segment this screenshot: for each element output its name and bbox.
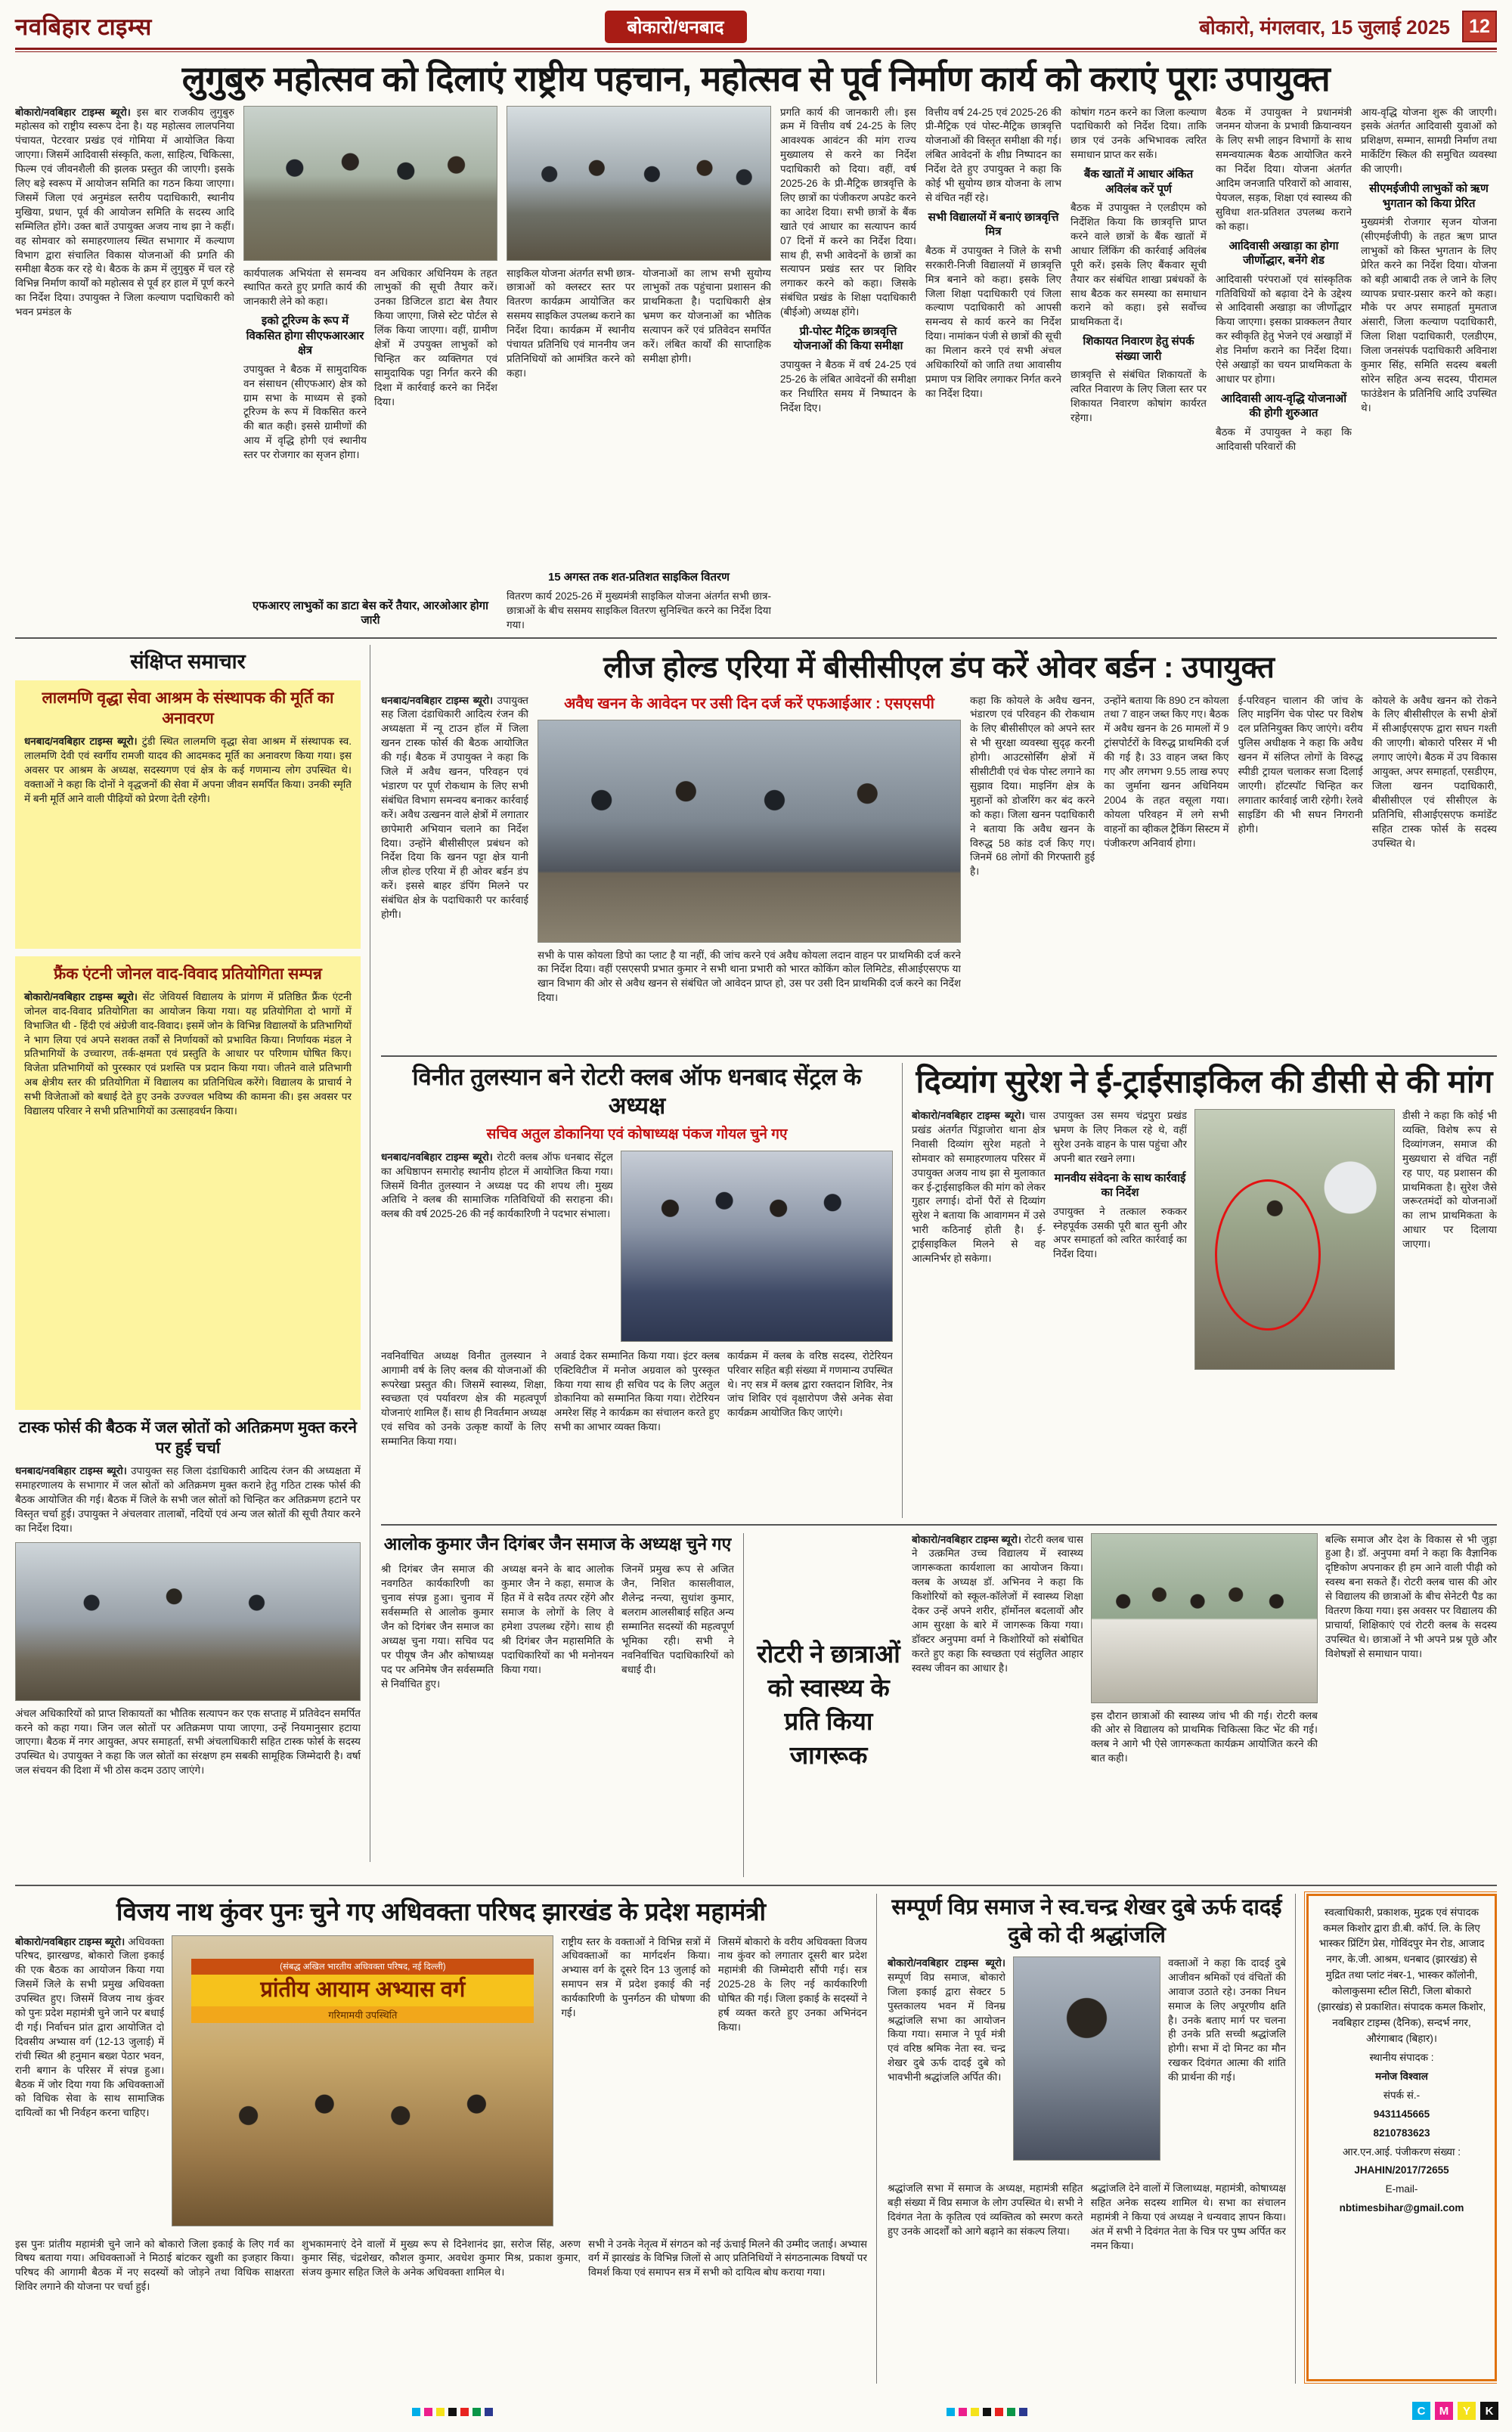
brief-headline: फ्रैंक एंटनी जोनल वाद-विवाद प्रतियोगिता सम्पन्न <box>54 965 322 983</box>
cyan-mark: C <box>1412 2402 1430 2420</box>
article-column: सभी ने उनके नेतृत्व में संगठन को नई ऊंचाई मिलने की उम्मीद जताई। अभ्यास वर्ग में झारखंड के विभिन्न जिलों से आए प्रतिनिधियों ने संगठनात्मक विषयों पर विमर्श किया एवं समापन सत्र में सभी को दायित्व बोध कराया गया। <box>588 2238 867 2279</box>
byline: बोकारो/नवबिहार टाइम्स ब्यूरो। <box>912 1533 1021 1545</box>
article-column: जिनमें प्रमुख रूप से अजित जैन, निशित कासलीवाल, शैलेन्द्र नन्त्या, सुधांश कुमार, बलराम आलसीबाई सहित अन्य सम्मानित सदस्यों की महत्वपूर्ण भूमिका रही। सभी ने नवनिर्वाचित पदाधिकारियों को बधाई दी। <box>621 1563 734 1675</box>
article-frank-anthony-debate: फ्रैंक एंटनी जोनल वाद-विवाद प्रतियोगिता सम्पन्न बोकारो/नवबिहार टाइम्स ब्यूरो। सेंट जेवियर्स विद्यालय के प्रांगण में प्रतिष्ठित फ्रैंक एंटनी जोनल वाद-विवाद प्रतियोगिता का आयोजन किया गया। यह प्रतियोगिता दो भागों में विभाजित थी - हिंदी एवं अंग्रेजी वाद-विवाद। इसमें जोन के विभिन्न विद्यालयों के प्रतिभागियों ने भाग लिया एवं अपने सशक्त तर्कों से निर्णायकों को प्रभावित किया। निर्णायक मंडल ने प्रतिभागियों के उच्चारण, तर्क-क्षमता एवं प्रस्तुति के आधार पर परिणाम घोषित किए। विजेता प्रतिभागियों को पुरस्कार एवं प्रशस्ति पत्र प्रदान किया गया। जीतने वाले प्रतिभागी अब क्षेत्रीय स्तर की प्रतियोगिता में विद्यालय का प्रतिनिधित्व करेंगे। विद्यालय के प्राचार्य ने सभी विजेताओं को बधाई देते हुए उनके उज्ज्वल भविष्य की कामना की। इस अवसर पर विद्यालय परिवार ने सभी प्रतिभागियों का उत्साहवर्धन किया। <box>15 956 361 1410</box>
masthead-rule <box>15 48 1497 52</box>
photo-rotary-installation <box>621 1151 893 1342</box>
article-column: कहा कि कोयले के अवैध खनन, भंडारण एवं परिवहन की रोकथाम के लिए बीसीसीएल को अपने स्तर से भी सुरक्षा व्यवस्था सुदृढ़ करनी होगी। आउटसोर्सिंग क्षेत्रों में सीसीटीवी एवं चेक पोस्ट लगाने का सुझाव दिया। माइनिंग क्षेत्र के मुहानों को डोजरिंग कर बंद करने को कहा। जिला खनन पदाधिकारी ने बताया कि अवैध खनन के विरुद्ध 58 कांड दर्ज किए गए। जिनमें 68 लोगों की गिरफ्तारी हुई है। <box>970 694 1095 878</box>
divyang-headline: दिव्यांग सुरेश ने ई-ट्राईसाइकिल की डीसी से की मांग <box>916 1063 1493 1099</box>
subheadline: सीएमईजीपी लाभुकों को ऋण भुगतान को किया प्रेरित <box>1369 182 1489 210</box>
article-divyang-tricycle <box>912 1063 1497 1518</box>
photo-late-dadai-dubey-portrait <box>1013 1956 1160 2161</box>
health-headline: रोटरी ने छात्राओं को स्वास्थ्य के प्रति किया जागरूक <box>757 1640 900 1769</box>
photo-task-force-meeting <box>15 1542 361 1701</box>
rotary-subheadline: सचिव अतुल डोकानिया एवं कोषाध्यक्ष पंकज गोयल चुने गए <box>486 1126 788 1143</box>
article-text: इस दौरान छात्राओं की स्वास्थ्य जांच भी की गई। रोटरी क्लब की ओर से विद्यालय को प्राथमिक चिकित्सा किट भेंट की गई। क्लब ने आगे भी ऐसे जागरूकता कार्यक्रम आयोजित करने की बात कही। <box>1091 1709 1318 1764</box>
article-column: वित्तीय वर्ष 24-25 एवं 2025-26 की प्री-मैट्रिक एवं पोस्ट-मैट्रिक छात्रवृत्ति योजनाओं की विस्तृत समीक्षा की गई। लंबित आवेदनों के शीघ्र निष्पादन का निर्देश देते हुए उपायुक्त ने कहा कि कोई भी सुयोग्य छात्र योजना के लाभ से वंचित नहीं रहे। सभी विद्यालयों में बनाएं छात्रवृत्ति मित्र बैठक में उपायुक्त ने जिले के सभी सरकारी-निजी विद्यालयों में छात्रवृत्ति मित्र बनाने को कहा। इसके लिए जिला शिक्षा पदाधिकारी एवं जिला कल्याण पदाधिकारी को आपसी समन्वय से कार्य करने का निर्देश दिया। नामांकन पंजी से छात्रों की सूची का मिलान करने एवं सभी अंचल अधिकारियों को जाति तथा आवासीय प्रमाण पत्र शिविर लगाकर निर्गत करने का निर्देश दिया। <box>925 106 1061 399</box>
subheadline: आदिवासी आय-वृद्धि योजनाओं की होगी शुरुआत <box>1220 392 1347 420</box>
photo-column-group <box>507 106 771 633</box>
section-tag: बोकारो/धनबाद <box>605 11 747 43</box>
article-vipra-shraddhanjali <box>888 1894 1296 2384</box>
article-column: उपायुक्त उस समय चंद्रपुरा प्रखंड भ्रमण के लिए निकल रहे थे, वहीं सुरेश उनके वाहन के पास पहुंचा और अपनी बात रखने लगा। मानवीय संवेदना के साथ कार्रवाई का निर्देश उपायुक्त ने तत्काल रुककर स्नेहपूर्वक उसकी पूरी बात सुनी और अपर समाहर्ता को त्वरित कार्रवाई का निर्देश दिया। <box>1053 1110 1187 1260</box>
article-column: अवार्ड देकर सम्मानित किया गया। इंटर क्लब एक्टिविटीज में मनोज अग्रवाल को पुरस्कृत किया गया साथ ही सचिव पद के लिए अतुल डोकानिया को सम्मानित किया गया। रोटेरियन अमरेश सिंह ने कार्यक्रम का संचालन करते हुए सभी का आभार व्यक्त किया। <box>554 1349 720 1433</box>
article-vijay-kunwar <box>15 1894 877 2384</box>
photo-column-group <box>538 694 961 1049</box>
yellow-mark: Y <box>1458 2402 1476 2420</box>
article-column: वन अधिकार अधिनियम के तहत लाभुकों की सूची तैयार करें। उनका डिजिटल डाटा बेस तैयार किया जाएगा, जिसे स्टेट पोर्टल से लिंक किया जाएगा। वहीं, ग्रामीण क्षेत्रों में उपयुक्त लाभुकों को चिन्हित कर व्यक्तिगत एवं सामुदायिक पट्टा निर्गत करने की दिशा में कार्रवाई करने का निर्देश दिया। <box>374 267 497 407</box>
article-column: श्री दिगंबर जैन समाज की नवगठित कार्यकारिणी का चुनाव संपन्न हुआ। चुनाव में सर्वसम्मति से आलोक कुमार जैन को दिगंबर जैन समाज का अध्यक्ष चुना गया। सचिव पद पर पीयूष जैन और कोषाध्यक्ष पद पर अनिमेष जैन सर्वसम्मति से निर्वाचित हुए। <box>381 1563 494 1690</box>
banner-title: प्रांतीय आयाम अभ्यास वर्ग <box>191 1975 534 2006</box>
brief-headline: टास्क फोर्स की बैठक में जल स्रोतों को अतिक्रमण मुक्त करने पर हुई चर्चा <box>18 1418 358 1457</box>
registration-marks-center <box>947 2408 1027 2416</box>
publisher-imprint-box <box>1306 1894 1497 2381</box>
article-task-force-water: टास्क फोर्स की बैठक में जल स्रोतों को अतिक्रमण मुक्त करने पर हुई चर्चा धनबाद/नवबिहार टाइम्स ब्यूरो। उपायुक्त सह जिला दंडाधिकारी आदित्य रंजन की अध्यक्षता में समाहरणालय के सभागार में जल स्रोतों को अतिक्रमण मुक्त कराने हेतु गठित टास्क फोर्स की बैठक आयोजित की गई। बैठक में जिले के सभी जल स्रोतों को चिन्हित कर अतिक्रमण हटाने पर विस्तृत चर्चा हुई। उपायुक्त ने अंचलवार तालाबों, नदियों एवं अन्य जल स्रोतों की सूची तैयार करने का निर्देश दिया। अंचल अधिकारियों को प्राप्त शिकायतों का भौतिक सत्यापन कर एक सप्ताह में प्रतिवेदन समर्पित करने को कहा गया। जिन जल स्रोतों पर अतिक्रमण पाया जाएगा, उन्हें नियमानुसार हटाया जाएगा। बैठक में नगर आयुक्त, अपर समाहर्ता, सभी अंचलाधिकारी सहित टास्क फोर्स के सदस्य उपस्थित थे। उपायुक्त ने कहा कि जल स्रोतों का संरक्षण हम सबकी सामूहिक जिम्मेदारी है। वर्षा जल संचयन की दिशा में भी ठोस कदम उठाए जाएंगे। <box>15 1418 361 1777</box>
article-column: वक्ताओं ने कहा कि दादई दुबे आजीवन श्रमिकों एवं वंचितों की आवाज उठाते रहे। उनका निधन समाज के लिए अपूरणीय क्षति है। उनके बताए मार्ग पर चलना ही उनके प्रति सच्ची श्रद्धांजलि होगी। सभा में दो मिनट का मौन रखकर दिवंगत आत्मा की शांति की प्रार्थना की गई। <box>1168 1956 1286 2083</box>
article-column: बोकारो/नवबिहार टाइम्स ब्यूरो। इस बार राजकीय लुगुबुरु महोत्सव को राष्ट्रीय स्वरूप देना है। यह महोत्सव लालपनिया पंचायत, पेटरवार प्रखंड एवं गोमिया में आयोजित किया जाएगा। जिसमें आदिवासी संस्कृति, कला, साहित्य, चिकित्सा, फिल्म एवं जीवनशैली की झलक प्रस्तुत की जाएगी। इसके लिए बड़े स्वरूप में आयोजन समिति का गठन किया जाएगा। जिसमें जिला एवं अनुमंडल स्तरीय पदाधिकारी, स्थानीय मुखिया, प्रधान, पूर्व की आयोजन समिति के सदस्य आदि सम्मिलित होंगे। उक्त बातें उपायुक्त अजय नाथ झा ने कहीं। वह सोमवार को समाहरणालय स्थित सभागार में कल्याण विभाग द्वारा संचालित विकास योजनाओं की प्रगति की समीक्षा बैठक कर रहे थे। बैठक के क्रम में लुगुबुरु में चल रहे विभिन्न निर्माण कार्यों को महोत्सव से पूर्व हर हाल में पूर्ण करने का निर्देश दिया। उपायुक्त ने जिला कल्याण पदाधिकारी को भवन प्रमंडल के <box>15 106 234 318</box>
ssp-subheadline: अवैध खनन के आवेदन पर उसी दिन दर्ज करें एफआईआर : एसएसपी <box>564 695 934 712</box>
article-column: जिसमें बोकारो के वरीय अधिवक्ता विजय नाथ कुंवर को लगातार दूसरी बार प्रदेश महामंत्री की जिम्मेदारी सौंपी गई। सत्र 2025-28 के लिए नई कार्यकारिणी घोषित की गई। जिला इकाई के सदस्यों ने हर्ष व्यक्त करते हुए उनका अभिनंदन किया। <box>717 1935 867 2033</box>
banner-affiliation-line: (संबद्ध अखिल भारतीय अधिवक्ता परिषद, नई दिल्ली) <box>191 1959 534 1975</box>
article-column: डीसी ने कहा कि कोई भी व्यक्ति, विशेष रूप से दिव्यांगजन, समाज की मुख्यधारा से वंचित नहीं रह पाए, यह प्रशासन की प्राथमिकता है। सुरेश जैसे जरूरतमंदों को योजनाओं का लाभ प्राथमिकता के आधार पर दिलाया जाएगा। <box>1402 1110 1497 1250</box>
article-column: बोकारो/नवबिहार टाइम्स ब्यूरो। चास प्रखंड अंतर्गत पिंड्राजोरा थाना क्षेत्र निवासी दिव्यांग सुरेश महतो ने सोमवार को समाहरणालय परिसर में उपायुक्त अजय नाथ झा से मुलाकात कर ई-ट्राईसाइकिल की मांग को लेकर गुहार लगाई। दोनों पैरों से दिव्यांग सुरेश ने बताया कि आवागमन में उसे भारी कठिनाई होती है। ई-ट्राईसाइकिल मिलने से वह आत्मनिर्भर हो सकेगा। <box>912 1110 1046 1265</box>
byline: बोकारो/नवबिहार टाइम्स ब्यूरो। <box>912 1110 1025 1122</box>
cmyk-color-bar <box>1412 2402 1498 2420</box>
vijay-headline: विजय नाथ कुंवर पुनः चुने गए अधिवक्ता परिषद झारखंड के प्रदेश महामंत्री <box>116 1897 767 1925</box>
byline: धनबाद/नवबिहार टाइम्स ब्यूरो। <box>381 1151 493 1163</box>
magenta-mark: M <box>1435 2402 1453 2420</box>
photo-divyang-suresh-tricycle <box>1194 1109 1395 1370</box>
byline: बोकारो/नवबिहार टाइम्स ब्यूरो। <box>888 1956 1005 1969</box>
byline: बोकारो/नवबिहार टाइम्स ब्यूरो। <box>15 106 131 118</box>
article-text: वितरण कार्य 2025-26 में मुख्यमंत्री साइकिल योजना अंतर्गत सभी छात्र-छात्राओं के बीच ससमय साइकिल वितरण सुनिश्चित करने का निर्देश दिया गया। <box>507 590 771 630</box>
lead-columns <box>15 106 1497 639</box>
article-column: श्रद्धांजलि देने वालों में जिलाध्यक्ष, महामंत्री, कोषाध्यक्ष सहित अनेक सदस्य शामिल थे। सभा का संचालन महामंत्री ने किया एवं अध्यक्ष ने धन्यवाद ज्ञापन किया। अंत में सभी ने दिवंगत नेता के चित्र पर पुष्प अर्पित कर नमन किया। <box>1090 2182 1286 2251</box>
article-column: उन्होंने बताया कि 890 टन कोयला तथा 7 वाहन जब्त किए गए। बैठक में अवैध खनन के 26 मामलों में 9 ट्रांसपोर्टरों के विरुद्ध प्राथमिकी दर्ज की गई है। 33 वाहन जब्त किए गए और लगभग 9.55 लाख रुपए का जुर्माना खनन अधिनियम 2004 के तहत वसूला गया। कोयला परिवहन में लगे सभी वाहनों का व्हीकल ट्रैकिंग सिस्टम में पंजीकरण अनिवार्य होगा। <box>1104 694 1229 849</box>
banner-note: गरिमामयी उपस्थिति <box>191 2006 534 2023</box>
article-murti-anavaran: लालमणि वृद्धा सेवा आश्रम के संस्थापक की मूर्ति का अनावरण धनबाद/नवबिहार टाइम्स ब्यूरो। टुंडी स्थित लालमणि वृद्धा सेवा आश्रम में संस्थापक स्व. लालमणि देवी एवं स्वर्गीय रामजी यादव की आदमकद मूर्ति का अनावरण किया गया। इस अवसर पर आश्रम के अध्यक्ष, सदस्यगण एवं क्षेत्र के कई गणमान्य लोग उपस्थित थे। वक्ताओं ने कहा कि दोनों ने वृद्धजनों की सेवा में अपना जीवन समर्पित किया। उनकी स्मृति में बनी मूर्ति आने वाली पीढ़ियों को प्रेरणा देती रहेगी। <box>15 680 361 949</box>
photo-schoolgirls-awareness <box>1091 1533 1318 1703</box>
subheadline: बैंक खातों में आधार अंकित अविलंब करें पूर्ण <box>1083 168 1194 196</box>
byline: बोकारो/नवबिहार टाइम्स ब्यूरो। <box>24 990 138 1002</box>
article-column: बोकारो/नवबिहार टाइम्स ब्यूरो। सम्पूर्ण विप्र समाज, बोकारो जिला इकाई द्वारा सेक्टर 5 पुस्तकालय भवन में विनम्र श्रद्धांजलि सभा का आयोजन किया गया। समाज ने पूर्व मंत्री एवं वरिष्ठ श्रमिक नेता स्व. चन्द्र शेखर दुबे ऊर्फ दादई दुबे को भावभीनी श्रद्धांजलि अर्पित की। <box>888 1956 1005 2083</box>
subheadline: प्री-पोस्ट मैट्रिक छात्रवृत्ति योजनाओं की किया समीक्षा <box>793 324 903 353</box>
subheadline: इको टूरिज्म के रूप में विकसित होगा सीएफआरआर क्षेत्र <box>246 314 364 358</box>
byline: धनबाद/नवबिहार टाइम्स ब्यूरो। <box>24 736 138 748</box>
page-header <box>15 8 1497 45</box>
article-rotary-health-awareness <box>753 1533 1497 1877</box>
article-column: बोकारो/नवबिहार टाइम्स ब्यूरो। रोटरी क्लब चास ने उत्क्रमित उच्च विद्यालय में स्वास्थ्य जागरूकता कार्यशाला का आयोजन किया। क्लब के अध्यक्ष डॉ. अभिनव ने कहा कि किशोरियों को स्कूल-कॉलेजों में स्वास्थ्य शिक्षा देकर उन्हें अपने शरीर, हॉर्मोनल बदलावों और आम सुरक्षा के बारे में जागरूक किया गया। डॉक्टर अनुपमा वर्मा ने किशोरियों को संबोधित करते हुए कहा कि स्वच्छता एवं संतुलित आहार स्वस्थ जीवन का आधार है। <box>912 1533 1083 1674</box>
article-column: धनबाद/नवबिहार टाइम्स ब्यूरो। उपायुक्त सह जिला दंडाधिकारी आदित्य रंजन की अध्यक्षता में न्यू टाउन हॉल में जिला खनन टास्क फोर्स की बैठक आयोजित की गई। बैठक में उपायुक्त ने कहा कि जिले में अवैध खनन, परिवहन एवं भंडारण पर पूर्ण रोकथाम के लिए सभी संबंधित विभाग समन्वय बनाकर कार्रवाई करें। अवैध उत्खनन वाले क्षेत्रों में लगातार छापेमारी अभियान चलाने का निर्देश दिया। उन्होंने बीसीसीएल प्रबंधन को निर्देश दिया कि खनन पट्टा क्षेत्र यानी लीज होल्ड एरिया में ही ओवर बर्डन डंप करें। इससे बाहर डंपिंग मिलने पर संबंधित क्षेत्र के पदाधिकारी पर कार्रवाई होगी। <box>381 694 528 920</box>
article-column: धनबाद/नवबिहार टाइम्स ब्यूरो। रोटरी क्लब ऑफ धनबाद सेंट्रल का अधिष्ठापन समारोह स्थानीय होटल में आयोजित किया गया। जिसमें विनीत तुलस्यान ने अध्यक्ष पद की शपथ ली। मुख्य अतिथि ने क्लब की सामाजिक गतिविधियों की सराहना की। क्लब की वर्ष 2025-26 की नई कार्यकारिणी ने पदभार संभाला। <box>381 1151 613 1220</box>
subheadline: एफआरए लाभुकों का डाटा बेस करें तैयार, आरओआर होगा जारी <box>253 599 488 627</box>
dateline: बोकारो, मंगलवार, 15 जुलाई 2025 <box>1199 16 1450 39</box>
subheadline: 15 अगस्त तक शत-प्रतिशत साइकिल वितरण <box>547 571 730 584</box>
article-lead-lugu-mahotsav <box>15 60 1497 639</box>
photo-column-group <box>1091 1533 1318 1877</box>
rni-label: आर.एन.आई. पंजीकरण संख्या : <box>1342 2145 1461 2158</box>
stage-banner <box>191 1959 534 2023</box>
page-number: 12 <box>1462 11 1497 42</box>
email-label: E-mail- <box>1385 2183 1418 2195</box>
article-column: कोयले के अवैध खनन को रोकने के लिए बीसीसीएल के सभी क्षेत्रों में सीआईएसएफ द्वारा सघन गश्ती की जाएगी। बोकारो परिसर में भी लगाए जाएंगे। बैठक में उप विकास आयुक्त, अपर समाहर्ता, एसडीएम, जिला खनन पदाधिकारी, बीसीसीएल एवं सीसीएल के प्रतिनिधि, सीआईएसएफ कमांडेंट सहित टास्क फोर्स के सदस्य उपस्थित थे। <box>1371 694 1497 849</box>
brief-news-rail <box>15 645 370 1862</box>
byline: बोकारो/नवबिहार टाइम्स ब्यूरो। <box>15 1935 125 1947</box>
article-column: नवनिर्वाचित अध्यक्ष विनीत तुलस्यान ने आगामी वर्ष के लिए क्लब की योजनाओं की रूपरेखा प्रस्तुत की। जिसमें स्वास्थ्य, शिक्षा, स्वच्छता एवं पर्यावरण क्षेत्र की महत्वपूर्ण योजनाएं शामिल हैं। साथ ही निवर्तमान अध्यक्ष एवं सचिव को उनके उत्कृष्ट कार्यों के लिए सम्मानित किया गया। <box>381 1349 547 1448</box>
article-column: राष्ट्रीय स्तर के वक्ताओं ने विभिन्न सत्रों में अधिवक्ताओं का मार्गदर्शन किया। अभ्यास वर्ग के दूसरे दिन 13 जुलाई को समापन सत्र में प्रदेश इकाई की नई कार्यकारिणी के पुनर्गठन की घोषणा की गई। <box>561 1935 711 2019</box>
red-circle-annotation <box>1215 1179 1321 1331</box>
article-text: सभी के पास कोयला डिपो का प्लाट है या नहीं, की जांच करने एवं अवैध कोयला लदान वाहन पर प्राथमिकी दर्ज करने का निर्देश दिया। वहीं एसएसपी प्रभात कुमार ने सभी थाना प्रभारी को भारत कोकिंग कोल लिमिटेड, सीआईएसएफ या खान विभाग की ओर से अवैध खनन से संबंधित जो आवेदन प्राप्त हो, उस पर उसी दिन प्राथमिकी दर्ज करने का निर्देश दिया। <box>538 949 961 1004</box>
article-column: कोषांग गठन करने का जिला कल्याण पदाधिकारी को निर्देश दिया। ताकि छात्र एवं उनके अभिभावक त्वरित समाधान प्राप्त कर सकें। बैंक खातों में आधार अंकित अविलंब करें पूर्ण बैठक में उपायुक्त ने एलडीएम को निर्देशित किया कि छात्रवृत्ति प्राप्त करने वाले छात्रों के बैंक खातों में आधार लिंकिंग की कार्रवाई अविलंब पूरी करें। इसके लिए बैंकवार सूची तैयार कर संबंधित शाखा प्रबंधकों के साथ बैठक कर समस्या का समाधान कराने को कहा। इसे सर्वोच्च प्राथमिकता दें। शिकायत निवारण हेतु संपर्क संख्या जारी छात्रवृत्ति से संबंधित शिकायतों के त्वरित निवारण के लिए जिला स्तर पर शिकायत निवारण कोषांग कार्यरत रहेगा। <box>1070 106 1207 423</box>
lead-headline: लुगुबुरु महोत्सव को दिलाएं राष्ट्रीय पहचान, महोत्सव से पूर्व निर्माण कार्य को कराएं पूराः उपायुक्त <box>181 59 1331 98</box>
briefs-section-title: संक्षिप्त समाचार <box>130 649 246 673</box>
bccl-headline: लीज होल्ड एरिया में बीसीसीएल डंप करें ओवर बर्डन : उपायुक्त <box>603 650 1275 684</box>
registration-marks-left <box>412 2408 493 2416</box>
brief-headline: लालमणि वृद्धा सेवा आश्रम के संस्थापक की मूर्ति का अनावरण <box>42 689 334 727</box>
article-column: बोकारो/नवबिहार टाइम्स ब्यूरो। अधिवक्ता परिषद, झारखण्ड, बोकारो जिला इकाई की एक बैठक का आयोजन किया गया जिसमें जिले के सभी प्रमुख अधिवक्ता उपस्थित हुए। जिसमें विजय नाथ कुंवर को पुनः प्रदेश महामंत्री चुने जाने पर बधाई दी गई। निर्वाचन प्रांत द्वारा आयोजित दो दिवसीय अभ्यास वर्ग (12-13 जुलाई) में रांची स्थित श्री हनुमान बख्श पेठार भवन, रानी बगान के परिसर में संपन्न हुआ। बैठक में जोर दिया गया कि अधिवक्ताओं को विधिक सेवा के साथ सामाजिक दायित्वों का भी निर्वहन करना चाहिए। <box>15 1935 165 2119</box>
byline: धनबाद/नवबिहार टाइम्स ब्यूरो। <box>381 694 494 706</box>
phone-number-2: 8210783623 <box>1373 2127 1430 2139</box>
vipra-headline: सम्पूर्ण विप्र समाज ने स्व.चन्द्र शेखर दुबे ऊर्फ दादई दुबे को दी श्रद्धांजलि <box>891 1894 1282 1948</box>
print-footer <box>0 2399 1512 2426</box>
contact-label: संपर्क सं.- <box>1383 2089 1421 2101</box>
photo-column-group <box>243 106 497 633</box>
subheadline: मानवीय संवेदना के साथ कार्रवाई का निर्देश <box>1054 1171 1186 1200</box>
phone-number-1: 9431145665 <box>1373 2108 1430 2120</box>
article-column: बैठक में उपायुक्त ने प्रधानमंत्री जनमन योजना के प्रभावी क्रियान्वयन के लिए सभी लाइन विभागों के साथ समन्वयात्मक बैठक आयोजित करने का निर्देश दिया। योजना अंतर्गत आदिम जनजाति परिवारों को आवास, पेयजल, सड़क, शिक्षा एवं स्वास्थ्य की सुविधा शत-प्रतिशत उपलब्ध कराने को कहा। आदिवासी अखाड़ा का होगा जीर्णोद्धार, बनेंगे शेड आदिवासी परंपराओं एवं सांस्कृतिक गतिविधियों को बढ़ावा देने के उद्देश्य से आदिवासी अखाड़ा का जीर्णोद्धार किया जाएगा। इसका प्राक्कलन तैयार कर स्वीकृति हेतु भेजने एवं अखाड़ों में शेड निर्माण कराने का निर्देश दिया। ऐसे अखाड़ों का चयन प्राथमिकता के आधार पर होगा। आदिवासी आय-वृद्धि योजनाओं की होगी शुरुआत बैठक में उपायुक्त ने कहा कि आदिवासी परिवारों की <box>1216 106 1352 452</box>
article-column: कार्यक्रम में क्लब के वरिष्ठ सदस्य, रोटेरियन परिवार सहित बड़ी संख्या में गणमान्य उपस्थित थे। नए सत्र में क्लब द्वारा रक्तदान शिविर, नेत्र जांच शिविर एवं वृक्षारोपण जैसे अनेक सेवा कार्यक्रम आयोजित किए जाएंगे। <box>727 1349 893 1419</box>
article-column: शुभकामनाएं देने वालों में मुख्य रूप से दिनेशानंद झा, सरोज सिंह, अरुण कुमार सिंह, चंद्रशेखर, कौशल कुमार, अवधेश कुमार मिश्र, प्रकाश कुमार, संजय कुमार सहित जिले के अनेक अधिवक्ता शामिल थे। <box>302 2238 581 2279</box>
article-column: इस पुनः प्रांतीय महामंत्री चुने जाने को बोकारो जिला इकाई के लिए गर्व का विषय बताया गया। अधिवक्ताओं ने मिठाई बांटकर खुशी का इजहार किया। परिषद की आगामी बैठक में नए सदस्यों को जोड़ने तथा विधिक साक्षरता शिविर लगाने की योजना पर चर्चा हुई। <box>15 2238 294 2293</box>
article-column: आय-वृद्धि योजना शुरू की जाएगी। इसके अंतर्गत आदिवासी युवाओं को प्रशिक्षण, सम्मान, सामग्री निर्माण तथा मार्केटिंग स्किल की समुचित व्यवस्था की जाएगी। सीएमईजीपी लाभुकों को ऋण भुगतान को किया प्रेरित मुख्यमंत्री रोजगार सृजन योजना (सीएमईजीपी) के तहत ऋण प्राप्त लाभुकों को किस्त भुगतान के लिए प्रेरित करने का निर्देश दिया। योजना को बड़ी आबादी तक ले जाने के लिए व्यापक प्रचार-प्रसार करने को कहा। मौके पर अपर समाहर्ता मुमताज अंसारी, जिला कल्याण पदाधिकारी, जिला शिक्षा पदाधिकारी, एलडीएम, जिला जनसंपर्क पदाधिकारी अविनाश कुमार सिंह, समिति सदस्य बबली सोरेन सहित अन्य सदस्य, पीरामल फाउंडेशन के प्रतिनिधि आदि उपस्थित थे। <box>1361 106 1497 414</box>
article-rotary-president <box>381 1063 903 1518</box>
subheadline: आदिवासी अखाड़ा का होगा जीर्णोद्धार, बनेंगे शेड <box>1228 239 1339 268</box>
article-column: बल्कि समाज और देश के विकास से भी जुड़ा हुआ है। डॉ. अनुपमा वर्मा ने कहा कि वैज्ञानिक दृष्टिकोण अपनाकर ही हम आने वाली पीढ़ी को स्वस्थ बना सकते हैं। रोटरी क्लब चास की ओर से विद्यालय की छात्राओं के बीच सेनेटरी पैड का वितरण किया गया। इस अवसर पर विद्यालय की प्राचार्या, शिक्षिकाएं एवं रोटरी क्लब के सदस्य उपस्थित थे। छात्राओं ने भी अपने प्रश्न पूछे और विशेषज्ञों से समाधान पाया। <box>1325 1533 1497 1659</box>
article-column: श्रद्धांजलि सभा में समाज के अध्यक्ष, महामंत्री सहित बड़ी संख्या में विप्र समाज के लोग उपस्थित थे। सभी ने दिवंगत नेता के कृतित्व एवं व्यक्तित्व को स्मरण करते हुए उनके आदर्शों को आगे बढ़ाने का संकल्प लिया। <box>888 2182 1083 2237</box>
article-column: ई-परिवहन चालान की जांच के लिए माइनिंग चेक पोस्ट पर विशेष दल प्रतिनियुक्त किए जाएंगे। वरीय पुलिस अधीक्षक ने कहा कि अवैध खनन में संलिप्त लोगों के विरुद्ध स्पीडी ट्रायल चलाकर सजा दिलाई जाएगी। हॉटस्पॉट चिन्हित कर लगातार कार्रवाई जारी रहेगी। रेलवे साइडिंग की भी सघन निगरानी होगी। <box>1238 694 1363 835</box>
imprint-text: स्वत्वाधिकारी, प्रकाशक, मुद्रक एवं संपादक कमल किशोर द्वारा डी.बी. कॉर्प. लि. के लिए भास्कर प्रिंटिंग प्रेस, गोविंदपुर मेन रोड, आजाद नगर, के.जी. आश्रम, धनबाद (झारखंड) से मुद्रित तथा प्लांट नंबर-1, भास्कर कॉलोनी, कोलाकुसमा स्टील सिटी, जिला बोकारो (झारखंड) से प्रकाशित। संपादक कमल किशोर, नवबिहार टाइम्स (दैनिक), सन्दर्भ नगर, औरंगाबाद (बिहार)। <box>1317 1906 1486 2044</box>
article-column: कार्यपालक अभियंता से समन्वय स्थापित करते हुए प्रगति कार्य की जानकारी लेने को कहा। इको टूरिज्म के रूप में विकसित होगा सीएफआरआर क्षेत्र उपायुक्त ने बैठक में सामुदायिक वन संसाधन (सीएफआर) क्षेत्र को ग्राम सभा के माध्यम से इको टूरिज्म के रूप में विकसित करने की बात कही। इससे ग्रामीणों की आय में वृद्धि होगी एवं स्थानीय स्तर पर रोजगार का सृजन होगा। <box>243 267 367 461</box>
black-mark: K <box>1480 2402 1498 2420</box>
subheadline: शिकायत निवारण हेतु संपर्क संख्या जारी <box>1083 335 1194 363</box>
article-column: योजनाओं का लाभ सभी सुयोग्य लाभुकों तक पहुंचाना प्रशासन की प्राथमिकता है। पदाधिकारी क्षेत्र भ्रमण कर योजनाओं का भौतिक सत्यापन करें एवं प्रतिवेदन समर्पित करें। लंबित कार्यों की साप्ताहिक समीक्षा होगी। <box>643 267 771 364</box>
article-column: अध्यक्ष बनने के बाद आलोक कुमार जैन ने कहा, समाज के हित में वे सदैव तत्पर रहेंगे और समाज के लोगों के लिए वे हमेशा उपलब्ध रहेंगे। साथ ही श्री दिगंबर जैन महासमिति के पदाधिकारियों का भी मनोनयन किया गया। <box>501 1563 614 1675</box>
email-address: nbtimesbihar@gmail.com <box>1339 2202 1464 2214</box>
photo-mining-task-force-meeting <box>538 720 961 943</box>
article-column: साइकिल योजना अंतर्गत सभी छात्र-छात्राओं को क्लस्टर स्तर पर वितरण कार्यक्रम आयोजित कर ससमय साइकिल उपलब्ध कराने का निर्देश दिया। कार्यक्रम में स्थानीय पंचायत प्रतिनिधि एवं माननीय जन प्रतिनिधियों को आमंत्रित करने को कहा। <box>507 267 635 379</box>
photo-review-meeting-1 <box>243 106 497 261</box>
article-bccl-overburden <box>381 645 1497 1057</box>
subheadline: सभी विद्यालयों में बनाएं छात्रवृत्ति मित्र <box>928 210 1059 239</box>
rni-number: JHAHIN/2017/72655 <box>1354 2164 1449 2176</box>
alok-headline: आलोक कुमार जैन दिगंबर जैन समाज के अध्यक्ष चुने गए <box>383 1533 732 1554</box>
rotary-headline: विनीत तुलस्यान बने रोटरी क्लब ऑफ धनबाद सेंट्रल के अध्यक्ष <box>412 1063 862 1120</box>
byline: धनबाद/नवबिहार टाइम्स ब्यूरो। <box>15 1465 127 1477</box>
local-editor-name: मनोज विश्वाल <box>1375 2070 1428 2082</box>
local-editor-label: स्थानीय संपादक : <box>1369 2051 1434 2063</box>
photo-abhyas-varg-stage <box>172 1935 553 2226</box>
article-column: प्रगति कार्य की जानकारी ली। इस क्रम में वित्तीय वर्ष 24-25 के लिए आवश्यक आवंटन की मांग राज्य मुख्यालय से करने का निर्देश पदाधिकारी को दिया। वहीं, वर्ष 2025-26 के प्री-मैट्रिक छात्रवृत्ति के लिए छात्रों का पंजीकरण अपडेट करने का आदेश दिया। सभी छात्रों के बैंक खाते एवं आधार का सत्यापन कार्य 07 दिनों में करने का निर्देश दिया। साथ ही, सभी आवेदनों के छात्रों का सत्यापन प्रखंड स्तर पर शिविर लगाकर करने को कहा। जिसके संबंधित प्रखंड के शिक्षा पदाधिकारी (बीईओ) अध्यक्ष होंगे। प्री-पोस्ट मैट्रिक छात्रवृत्ति योजनाओं की किया समीक्षा उपायुक्त ने बैठक में वर्ष 24-25 एवं 25-26 के लंबित आवेदनों की समीक्षा कर निर्धारित समय में निष्पादन के निर्देश दिए। <box>780 106 916 414</box>
photo-review-meeting-2 <box>507 106 771 261</box>
article-alok-jain <box>381 1533 744 1877</box>
masthead: नवबिहार टाइम्स <box>15 14 152 40</box>
